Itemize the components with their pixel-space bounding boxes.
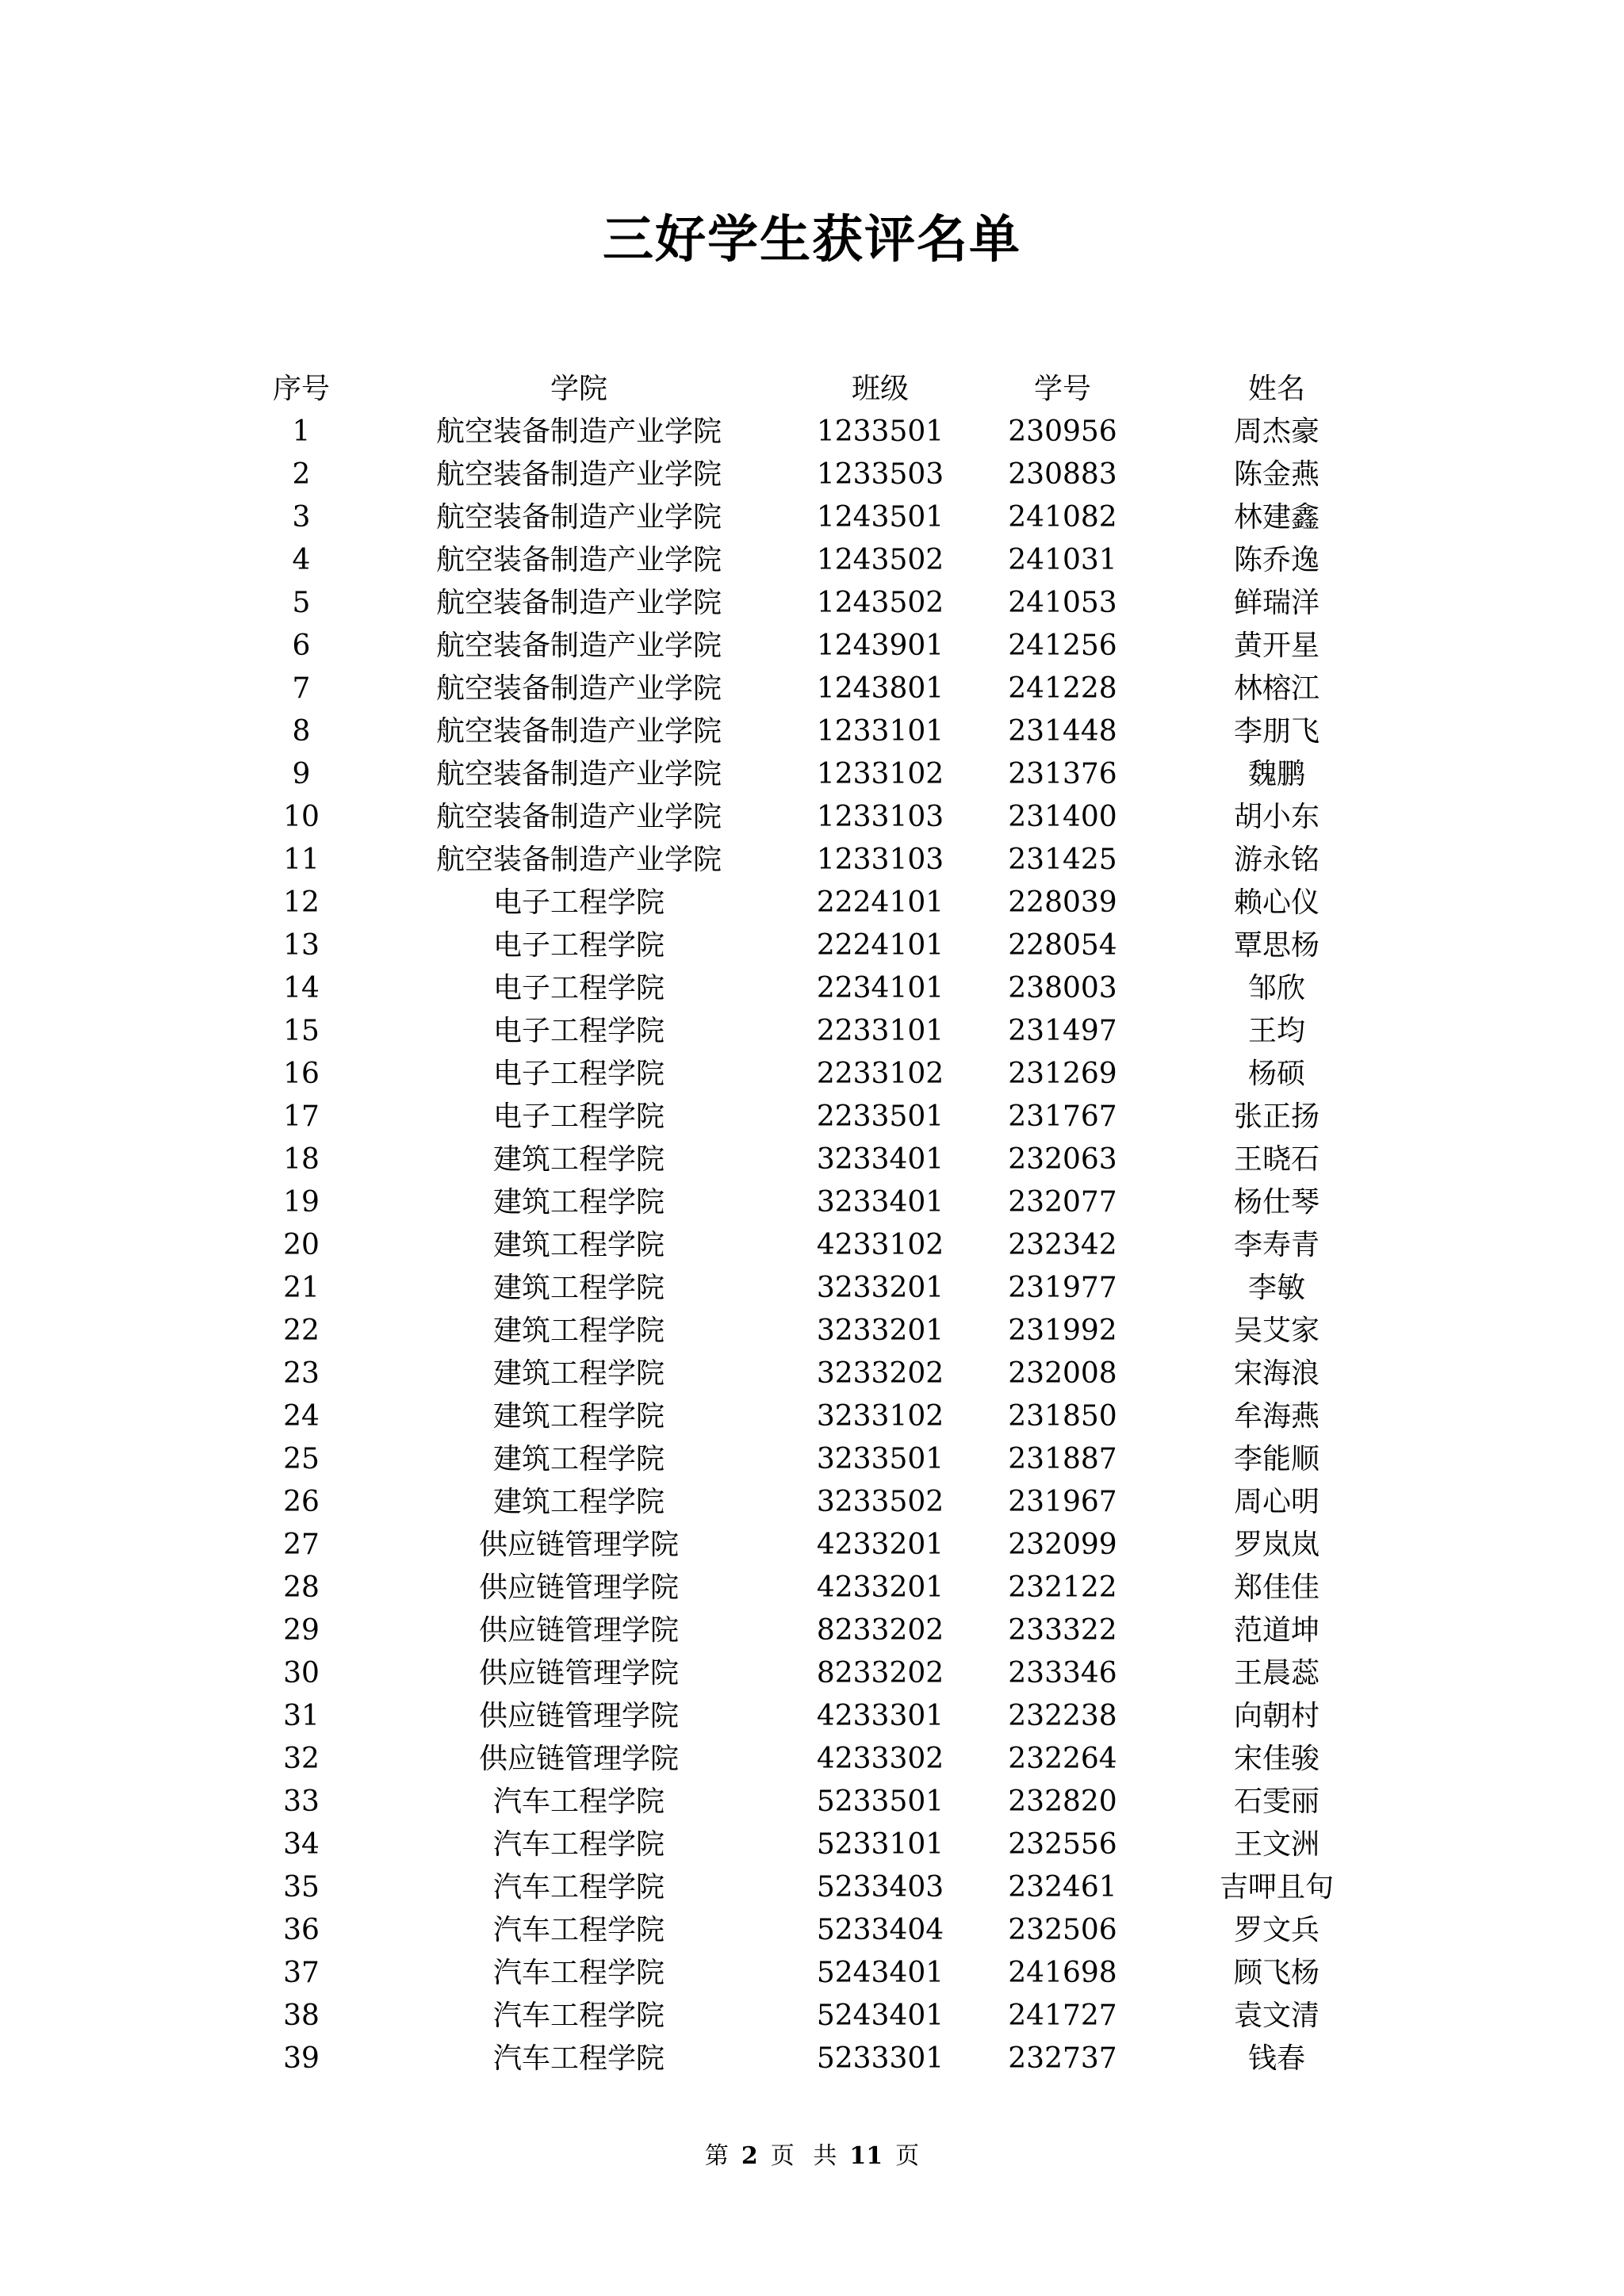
cell-college: 供应链管理学院: [478, 1743, 679, 1775]
cell-no: 36: [283, 1914, 320, 1946]
cell-college: 电子工程学院: [492, 929, 665, 962]
cell-class: 3233501: [816, 1443, 944, 1475]
cell-class: 4233102: [816, 1229, 944, 1261]
cell-college: 汽车工程学院: [492, 1785, 665, 1818]
cell-class: 3233401: [816, 1186, 944, 1219]
cell-name: 赖心仪: [1233, 886, 1320, 919]
table-row: [0, 1438, 1624, 1481]
footer-page-number: 2: [741, 2142, 758, 2170]
cell-name: 石雯丽: [1233, 1785, 1320, 1818]
cell-no: 15: [283, 1015, 320, 1047]
table-row: [0, 1652, 1624, 1695]
cell-name: 吴艾家: [1233, 1314, 1320, 1347]
cell-college: 建筑工程学院: [492, 1400, 665, 1433]
cell-student-id: 228054: [1008, 929, 1117, 962]
cell-no: 30: [283, 1657, 320, 1689]
cell-no: 4: [292, 544, 311, 576]
table-row: [0, 1053, 1624, 1096]
table-row: [0, 496, 1624, 539]
cell-name: 宋海浪: [1233, 1357, 1320, 1390]
cell-name: 张正扬: [1233, 1100, 1320, 1133]
cell-class: 1243901: [816, 629, 944, 662]
cell-name: 郑佳佳: [1233, 1571, 1320, 1604]
cell-student-id: 233322: [1008, 1614, 1117, 1647]
table-row: [0, 539, 1624, 582]
header-college: 学院: [550, 373, 607, 405]
table-row: [0, 625, 1624, 668]
cell-student-id: 231269: [1008, 1058, 1117, 1090]
table-body: [0, 411, 1624, 2080]
cell-student-id: 231425: [1008, 844, 1117, 876]
cell-no: 20: [283, 1229, 320, 1261]
cell-student-id: 231992: [1008, 1314, 1117, 1347]
cell-no: 16: [283, 1058, 320, 1090]
cell-no: 18: [283, 1143, 320, 1176]
cell-name: 王晓石: [1233, 1143, 1320, 1176]
cell-college: 电子工程学院: [492, 1015, 665, 1047]
header-no: 序号: [272, 373, 330, 405]
cell-name: 李朋飞: [1233, 715, 1320, 748]
cell-class: 2224101: [816, 929, 944, 962]
table-row: [0, 710, 1624, 753]
footer-total-pages: 11: [849, 2142, 883, 2170]
table-row: [0, 1267, 1624, 1310]
cell-no: 38: [283, 1999, 320, 2032]
cell-no: 19: [283, 1186, 320, 1219]
table-row: [0, 1781, 1624, 1823]
cell-name: 陈金燕: [1233, 458, 1320, 491]
cell-class: 2233101: [816, 1015, 944, 1047]
cell-no: 24: [283, 1400, 320, 1433]
cell-name: 向朝村: [1233, 1700, 1320, 1732]
cell-no: 2: [292, 458, 311, 491]
cell-name: 袁文清: [1233, 1999, 1320, 2032]
cell-name: 罗文兵: [1233, 1914, 1320, 1946]
table-row: [0, 411, 1624, 453]
table-row: [0, 924, 1624, 967]
cell-college: 航空装备制造产业学院: [435, 458, 722, 491]
cell-college: 航空装备制造产业学院: [435, 758, 722, 790]
table-row: [0, 839, 1624, 882]
cell-college: 供应链管理学院: [478, 1657, 679, 1689]
header-student-id: 学号: [1033, 373, 1091, 405]
cell-student-id: 231448: [1008, 715, 1117, 748]
cell-class: 3233502: [816, 1486, 944, 1518]
cell-college: 航空装备制造产业学院: [435, 415, 722, 448]
cell-student-id: 233346: [1008, 1657, 1117, 1689]
cell-college: 建筑工程学院: [492, 1143, 665, 1176]
cell-student-id: 231767: [1008, 1100, 1117, 1133]
cell-class: 1243801: [816, 672, 944, 705]
table-row: [0, 1609, 1624, 1652]
cell-college: 供应链管理学院: [478, 1614, 679, 1647]
table-row: [0, 582, 1624, 625]
cell-name: 范道坤: [1233, 1614, 1320, 1647]
cell-student-id: 241082: [1008, 501, 1117, 534]
cell-college: 航空装备制造产业学院: [435, 501, 722, 534]
cell-no: 31: [283, 1700, 320, 1732]
cell-class: 3233102: [816, 1400, 944, 1433]
cell-student-id: 231967: [1008, 1486, 1117, 1518]
table-row: [0, 1695, 1624, 1738]
cell-student-id: 232077: [1008, 1186, 1117, 1219]
cell-no: 27: [283, 1529, 320, 1561]
cell-no: 37: [283, 1957, 320, 1989]
cell-student-id: 241031: [1008, 544, 1117, 576]
cell-student-id: 230883: [1008, 458, 1117, 491]
cell-no: 6: [292, 629, 311, 662]
table-row: [0, 1909, 1624, 1952]
cell-class: 1233103: [816, 844, 944, 876]
cell-name: 李敏: [1247, 1272, 1305, 1304]
cell-college: 建筑工程学院: [492, 1314, 665, 1347]
cell-name: 杨硕: [1247, 1058, 1305, 1090]
cell-class: 5233101: [816, 1828, 944, 1861]
cell-class: 5233301: [816, 2042, 944, 2075]
cell-name: 李寿青: [1233, 1229, 1320, 1261]
table-row: [0, 753, 1624, 796]
footer-prefix: 第: [704, 2142, 729, 2170]
cell-student-id: 232099: [1008, 1529, 1117, 1561]
cell-class: 4233201: [816, 1571, 944, 1604]
table-row: [0, 453, 1624, 496]
cell-name: 林建鑫: [1233, 501, 1320, 534]
cell-name: 顾飞杨: [1233, 1957, 1320, 1989]
cell-name: 林榕江: [1233, 672, 1320, 705]
cell-class: 2234101: [816, 972, 944, 1004]
table-row: [0, 1995, 1624, 2038]
cell-class: 1233102: [816, 758, 944, 790]
cell-college: 汽车工程学院: [492, 1828, 665, 1861]
cell-class: 1243502: [816, 587, 944, 619]
cell-name: 黄开星: [1233, 629, 1320, 662]
cell-college: 建筑工程学院: [492, 1272, 665, 1304]
cell-college: 航空装备制造产业学院: [435, 672, 722, 705]
cell-student-id: 231887: [1008, 1443, 1117, 1475]
cell-student-id: 231850: [1008, 1400, 1117, 1433]
cell-name: 杨仕琴: [1233, 1186, 1320, 1219]
cell-class: 2224101: [816, 886, 944, 919]
table-row: [0, 2038, 1624, 2080]
cell-student-id: 231376: [1008, 758, 1117, 790]
cell-name: 游永铭: [1233, 844, 1320, 876]
cell-student-id: 230956: [1008, 415, 1117, 448]
table-row: [0, 1010, 1624, 1053]
cell-class: 1233103: [816, 801, 944, 833]
cell-no: 34: [283, 1828, 320, 1861]
table-row: [0, 1866, 1624, 1909]
header-name: 姓名: [1247, 373, 1305, 405]
cell-student-id: 241228: [1008, 672, 1117, 705]
cell-class: 3233401: [816, 1143, 944, 1176]
table-row: [0, 1524, 1624, 1567]
cell-no: 10: [283, 801, 320, 833]
cell-student-id: 241698: [1008, 1957, 1117, 1989]
cell-no: 39: [283, 2042, 320, 2075]
cell-college: 航空装备制造产业学院: [435, 801, 722, 833]
cell-name: 宋佳骏: [1233, 1743, 1320, 1775]
cell-college: 电子工程学院: [492, 972, 665, 1004]
cell-no: 26: [283, 1486, 320, 1518]
table-row: [0, 1096, 1624, 1138]
cell-class: 1243502: [816, 544, 944, 576]
cell-class: 3233202: [816, 1357, 944, 1390]
footer-middle: 页 共: [770, 2142, 837, 2170]
cell-college: 航空装备制造产业学院: [435, 629, 722, 662]
cell-no: 29: [283, 1614, 320, 1647]
cell-class: 1233501: [816, 415, 944, 448]
cell-student-id: 228039: [1008, 886, 1117, 919]
cell-no: 23: [283, 1357, 320, 1390]
cell-name: 李能顺: [1233, 1443, 1320, 1475]
cell-college: 建筑工程学院: [492, 1357, 665, 1390]
cell-college: 汽车工程学院: [492, 2042, 665, 2075]
table-row: [0, 1310, 1624, 1353]
table-row: [0, 1567, 1624, 1609]
cell-no: 32: [283, 1743, 320, 1775]
cell-college: 汽车工程学院: [492, 1914, 665, 1946]
cell-college: 建筑工程学院: [492, 1486, 665, 1518]
cell-no: 14: [283, 972, 320, 1004]
cell-name: 王均: [1247, 1015, 1305, 1047]
cell-name: 钱春: [1247, 2042, 1305, 2075]
cell-class: 5243401: [816, 1957, 944, 1989]
table-row: [0, 1952, 1624, 1995]
cell-name: 鲜瑞洋: [1233, 587, 1320, 619]
cell-no: 33: [283, 1785, 320, 1818]
cell-no: 13: [283, 929, 320, 962]
cell-name: 罗岚岚: [1233, 1529, 1320, 1561]
cell-name: 周杰豪: [1233, 415, 1320, 448]
cell-college: 建筑工程学院: [492, 1229, 665, 1261]
cell-class: 2233102: [816, 1058, 944, 1090]
cell-student-id: 232461: [1008, 1871, 1117, 1904]
cell-college: 汽车工程学院: [492, 1957, 665, 1989]
cell-college: 供应链管理学院: [478, 1571, 679, 1604]
cell-student-id: 232820: [1008, 1785, 1117, 1818]
cell-class: 3233201: [816, 1314, 944, 1347]
table-row: [0, 1353, 1624, 1395]
cell-student-id: 231400: [1008, 801, 1117, 833]
cell-name: 魏鹏: [1247, 758, 1305, 790]
cell-name: 陈乔逸: [1233, 544, 1320, 576]
cell-student-id: 232122: [1008, 1571, 1117, 1604]
cell-name: 牟海燕: [1233, 1400, 1320, 1433]
cell-no: 22: [283, 1314, 320, 1347]
table-row: [0, 967, 1624, 1010]
footer-suffix: 页: [895, 2142, 920, 2170]
cell-no: 3: [292, 501, 311, 534]
award-list-table: [0, 368, 1624, 2080]
cell-college: 航空装备制造产业学院: [435, 544, 722, 576]
table-row: [0, 1395, 1624, 1438]
cell-class: 1233101: [816, 715, 944, 748]
cell-college: 电子工程学院: [492, 1058, 665, 1090]
table-row: [0, 1738, 1624, 1781]
cell-class: 5233403: [816, 1871, 944, 1904]
cell-college: 建筑工程学院: [492, 1186, 665, 1219]
table-row: [0, 1481, 1624, 1524]
cell-college: 电子工程学院: [492, 886, 665, 919]
cell-no: 7: [292, 672, 311, 705]
table-row: [0, 796, 1624, 839]
cell-college: 电子工程学院: [492, 1100, 665, 1133]
header-class: 班级: [851, 373, 909, 405]
cell-college: 汽车工程学院: [492, 1871, 665, 1904]
cell-name: 吉呷且句: [1219, 1871, 1334, 1904]
cell-class: 4233201: [816, 1529, 944, 1561]
cell-class: 5243401: [816, 1999, 944, 2032]
cell-student-id: 232737: [1008, 2042, 1117, 2075]
cell-student-id: 241727: [1008, 1999, 1117, 2032]
cell-student-id: 238003: [1008, 972, 1117, 1004]
cell-class: 1243501: [816, 501, 944, 534]
cell-college: 航空装备制造产业学院: [435, 715, 722, 748]
cell-class: 8233202: [816, 1657, 944, 1689]
table-header-row: [0, 368, 1624, 411]
cell-no: 28: [283, 1571, 320, 1604]
cell-student-id: 232238: [1008, 1700, 1117, 1732]
cell-no: 35: [283, 1871, 320, 1904]
cell-no: 25: [283, 1443, 320, 1475]
cell-student-id: 232008: [1008, 1357, 1117, 1390]
page-footer: [0, 2141, 1624, 2172]
cell-name: 胡小东: [1233, 801, 1320, 833]
cell-name: 王晨蕊: [1233, 1657, 1320, 1689]
cell-student-id: 232264: [1008, 1743, 1117, 1775]
cell-college: 汽车工程学院: [492, 1999, 665, 2032]
cell-no: 21: [283, 1272, 320, 1304]
cell-college: 供应链管理学院: [478, 1529, 679, 1561]
cell-no: 9: [292, 758, 311, 790]
cell-class: 8233202: [816, 1614, 944, 1647]
cell-no: 5: [292, 587, 311, 619]
cell-student-id: 231497: [1008, 1015, 1117, 1047]
page-title: 三好学生获评名单: [603, 210, 1021, 270]
cell-class: 4233302: [816, 1743, 944, 1775]
cell-student-id: 232063: [1008, 1143, 1117, 1176]
cell-student-id: 232342: [1008, 1229, 1117, 1261]
cell-name: 周心明: [1233, 1486, 1320, 1518]
cell-college: 航空装备制造产业学院: [435, 844, 722, 876]
cell-student-id: 241256: [1008, 629, 1117, 662]
cell-class: 3233201: [816, 1272, 944, 1304]
cell-name: 王文洲: [1233, 1828, 1320, 1861]
cell-college: 建筑工程学院: [492, 1443, 665, 1475]
cell-class: 4233301: [816, 1700, 944, 1732]
cell-student-id: 231977: [1008, 1272, 1117, 1304]
cell-no: 1: [292, 415, 311, 448]
table-row: [0, 882, 1624, 924]
cell-class: 1233503: [816, 458, 944, 491]
cell-no: 11: [283, 844, 320, 876]
cell-name: 覃思杨: [1233, 929, 1320, 962]
cell-class: 5233404: [816, 1914, 944, 1946]
table-row: [0, 1181, 1624, 1224]
cell-student-id: 232556: [1008, 1828, 1117, 1861]
table-row: [0, 1823, 1624, 1866]
table-row: [0, 1224, 1624, 1267]
cell-student-id: 232506: [1008, 1914, 1117, 1946]
table-row: [0, 668, 1624, 710]
cell-name: 邹欣: [1247, 972, 1305, 1004]
cell-class: 2233501: [816, 1100, 944, 1133]
cell-college: 供应链管理学院: [478, 1700, 679, 1732]
cell-no: 8: [292, 715, 311, 748]
cell-no: 17: [283, 1100, 320, 1133]
cell-class: 5233501: [816, 1785, 944, 1818]
cell-student-id: 241053: [1008, 587, 1117, 619]
table-row: [0, 1138, 1624, 1181]
cell-no: 12: [283, 886, 320, 919]
cell-college: 航空装备制造产业学院: [435, 587, 722, 619]
